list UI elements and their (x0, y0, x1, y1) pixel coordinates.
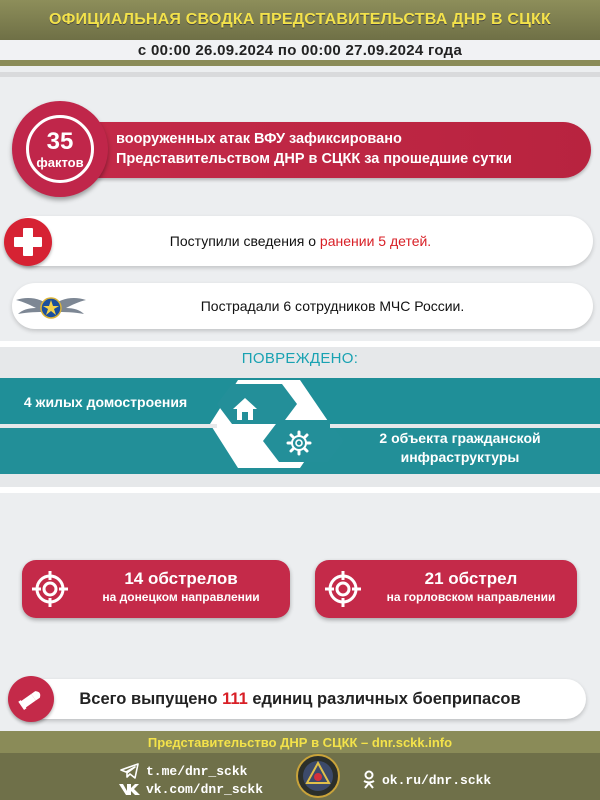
total-prefix: Всего выпущено (79, 689, 223, 708)
infrastructure-line-2: инфраструктуры (400, 449, 520, 465)
mchs-banner (12, 283, 593, 329)
date-range-bar (0, 40, 600, 66)
page-title: ОФИЦИАЛЬНАЯ СВОДКА ПРЕДСТАВИТЕЛЬСТВА ДНР В СЦКК (49, 11, 551, 28)
header-bar (0, 0, 600, 40)
shelling-gorlovka-direction: на горловском направлении (386, 590, 556, 604)
damaged-title: ПОВРЕЖДЕНО: (241, 350, 359, 367)
shelling-donetsk-direction: на донецком направлении (102, 590, 260, 604)
shelling-gorlovka-count: 21 обстрел (424, 569, 518, 588)
injuries-highlight: ранении 5 детей. (319, 233, 432, 249)
shelling-donetsk-count: 14 обстрелов (124, 569, 238, 588)
target-icon (32, 571, 68, 607)
total-suffix: единиц различных боеприпасов (247, 689, 521, 708)
telegram-link[interactable]: t.me/dnr_sckk (146, 764, 248, 779)
attacks-count-word: фактов (36, 154, 84, 170)
attacks-line-2: Представительством ДНР в СЦКК за прошедшие сутки (116, 151, 512, 167)
target-icon (325, 571, 361, 607)
footer-org-bar (0, 731, 600, 753)
vk-icon (118, 782, 142, 796)
gear-icon (286, 430, 312, 456)
attacks-count: 35 (46, 127, 74, 155)
mchs-text: Пострадали 6 сотрудников МЧС России. (200, 298, 465, 314)
attacks-count-ring (26, 115, 94, 183)
mchs-emblem-icon (14, 288, 88, 326)
divider (0, 72, 600, 77)
infrastructure-line-1: 2 объекта гражданской (379, 430, 541, 446)
infrastructure-text (330, 424, 590, 472)
total-number: 111 (222, 689, 248, 708)
odnoklassniki-icon (362, 770, 376, 790)
medical-cross-icon-horizontal (14, 237, 42, 247)
sckk-emblem-icon (294, 753, 342, 799)
bullet-icon (17, 687, 45, 711)
odnoklassniki-link[interactable]: ok.ru/dnr.sckk (382, 773, 492, 788)
telegram-icon (120, 763, 140, 779)
residential-text: 4 жилых домостроения (23, 394, 188, 410)
attacks-description (116, 129, 586, 169)
injuries-banner (8, 216, 593, 266)
vk-link[interactable]: vk.com/dnr_sckk (146, 782, 264, 797)
total-ammo-banner (14, 679, 586, 719)
injuries-prefix: Поступили сведения о (169, 233, 320, 249)
house-icon (231, 396, 259, 422)
attacks-line-1: вооруженных атак ВФУ зафиксировано (116, 131, 402, 147)
date-range: с 00:00 26.09.2024 по 00:00 27.09.2024 года (137, 41, 463, 59)
footer-org: Представительство ДНР в СЦКК – dnr.sckk.info (147, 734, 453, 750)
